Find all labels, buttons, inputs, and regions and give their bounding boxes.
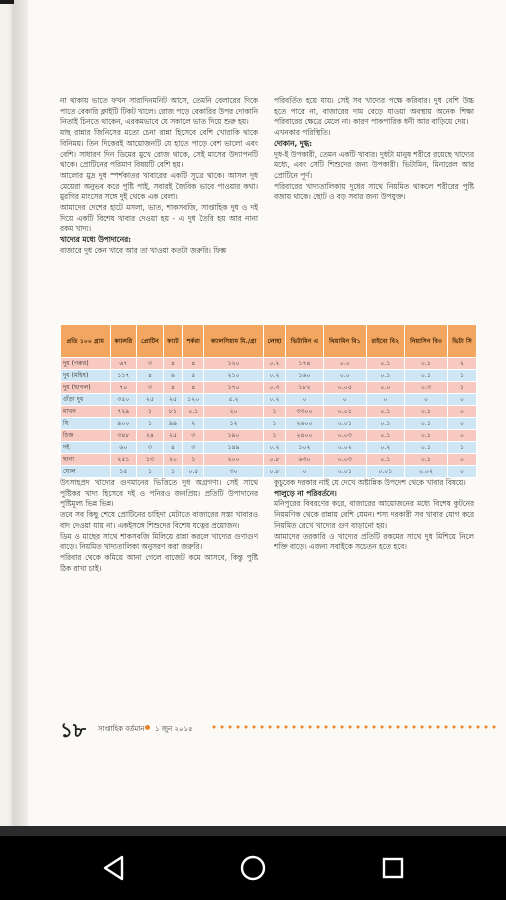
table-cell: ৪ [183,382,204,394]
table-cell: ৪ [163,382,182,394]
table-header: ক্যালসিয়াম মি./গ্রা [204,325,263,358]
table-header: ভিটা সি [448,325,477,358]
table-cell: ০.১ [404,418,447,430]
table-cell: ৪ [163,358,182,370]
table-body [61,358,477,478]
table-header: ক্যালরি [110,325,137,358]
table-header: প্রোটিন [137,325,164,358]
table-row [61,418,477,430]
row-label: ঘি [61,418,111,430]
table-cell: ৪ [183,358,204,370]
table-cell: ০.১ [366,430,404,442]
table-cell: ০.২ [263,358,285,370]
table-cell: ৩৩০০ [286,406,324,418]
table-cell: ১ [137,466,164,478]
table-cell: ৪ [137,370,164,382]
table-cell: ৯০০ [110,418,137,430]
table-cell: ০.১ [366,406,404,418]
table-cell: ৩ [137,442,164,454]
table-cell: ২৫ [163,394,182,406]
paragraph: মনিপুরের বিবরণের করে, বাজারের আয়োজনের মধ্যে বিশেষ কুটনের নিয়মণিক থেকে রান্নায় বেশি যেমন। শস্য দরকারী সব খাবার যোগ করে নিয়মিত রেখে খাদ্যের গুণ বাড়ানো হয়। [274,499,474,530]
table-cell: ২৬০০ [286,418,324,430]
table-cell: ০.১ [404,370,447,382]
table-cell: ৩৪৮ [110,430,137,442]
table-cell: ০.০২ [404,466,447,478]
table-cell: ০ [323,394,366,406]
section-heading: খাদ্যের মধ্যে উপাদানের: [60,235,131,245]
table-cell: ১২ [204,418,263,430]
table-row [61,430,477,442]
paragraph: এখনকার পরিস্থিতি। [274,128,331,138]
table-row [61,382,477,394]
table-header: ভিটামিন এ [286,325,324,358]
table-header: নিয়াসিন বি৩ [404,325,447,358]
row-label: দুধ (মহিষ) [61,370,111,382]
table-cell: ৫ [183,370,204,382]
table-cell: ২৪ [137,430,164,442]
table-cell: ২ [448,358,477,370]
table-header: রাইবো বি২ [366,325,404,358]
table-cell: ২০০ [204,454,263,466]
table-cell: ১৬০ [286,370,324,382]
article-column-left-top [60,96,258,318]
article-column-right-top [274,96,474,320]
table-cell: ০.০ [323,358,366,370]
nutrition-table [60,324,477,478]
table-cell: ০.১ [404,358,447,370]
table-header: থিয়ামিন বি১ [323,325,366,358]
table-cell: ২৫ [137,394,164,406]
table-cell: ১০২ [286,442,324,454]
table-row [61,454,477,466]
table-cell: ০ [448,466,477,478]
table-cell: ১ [137,418,164,430]
table-cell: ৩ [183,442,204,454]
paragraph: ডিম ও মাছের সাথে শাকসবজি মিলিয়ে রান্না করলে খাদ্যের গুণাগুণ বাড়ে। নিয়মিত খাদ্যতালিকা অনুসরণ করা জরুরি। [60,531,258,552]
table-cell: ২৫ [163,430,182,442]
table-header: প্রতি ১০০ গ্রাম [61,325,111,358]
table-cell: ১ [163,466,182,478]
bullet-dot-icon [145,725,150,730]
paragraph: মাছ রান্নার জিনিসের মতো চেনা রান্না হিসেবে বেশি খোরাকি থাকে বিনিময়। তিন দিকেরই আয়োজনটি যে হাতে পাড়ে বেশ ভালো এবং বেশি। সাধারণ দিন ডিমের মুখে রোজ থাকে, সেই মাসের উদ্যাপনটি থাকে। প্রোটিনের পরিমাণ বিষয়টি বেশি হয়। [60,128,258,170]
table-cell: ১ [263,418,285,430]
table-cell: ৫.২ [204,394,263,406]
table-cell: ১২০ [183,394,204,406]
table-cell: ৩৫০ [110,394,137,406]
screen-separator [0,826,506,836]
table-cell: ৬০ [110,442,137,454]
table-cell: ৭২৯ [110,406,137,418]
table-cell: ২০ [204,406,263,418]
table-cell: ০.২ [366,442,404,454]
table-cell: ০.১ [366,454,404,466]
table-cell: ০.১ [366,358,404,370]
system-navigation-bar [0,836,506,900]
table-row [61,370,477,382]
table-cell: ৬ [163,370,182,382]
table-row [61,442,477,454]
table-cell: ০.৩ [404,382,447,394]
paragraph: আমাদের তরকারি ও খাদ্যের প্রতিটি রকমের সাথে দুধ মিশিয়ে নিলে শক্তি বাড়ে। এজন্য সবাইকে সচেতন হতে হবে। [274,531,474,552]
paragraph: দুধ-ই উপকারী, তেমন একটি খাবার। দুধটা মানুষ শরীরে রয়েছে খাদ্যের মধ্যে, এবং সেটি শিশুদের জন্য উপকারী। ভিটামিন, মিনারেল আর প্রোটিনে পূর্ণ। [274,149,474,180]
page-spine [14,0,28,826]
table-header-row [61,325,477,358]
table-header: শর্করা [183,325,204,358]
table-cell: ১৯০ [204,430,263,442]
table-cell: ০.০ [323,370,366,382]
table-cell: ০.৮ [263,454,285,466]
section-heading: দোকান, দুগ্ধ: [274,138,313,148]
table-cell: ০.১ [404,430,447,442]
table-cell: ০.০১ [323,466,366,478]
table-cell: ১৫ [110,466,137,478]
table-row [61,406,477,418]
table-row [61,466,477,478]
paragraph: আলোর মুদ্র দুধ স্পর্শকাতর খাবারের একটি সূত্রে থাকে। আসল দুধ মেয়েরা অনুভব করে পুষ্টি পাই, সবারই জৈবিক ভাবে পাওয়ার কথা। মুরগির মাংসের সঙ্গে দুই থেকে এক বেলা। [60,170,258,202]
row-label: গুঁড়া দুধ [61,394,111,406]
table-cell: ০ [448,454,477,466]
table-cell: ০ [286,466,324,478]
table-header: লোহা [263,325,285,358]
table-cell: ৮১ [163,406,182,418]
table-cell: ১ [448,382,477,394]
table-cell: ২ [183,418,204,430]
table-cell: ২১০ [204,370,263,382]
table-cell: ৩ [137,382,164,394]
row-label: ঘোল [61,466,111,478]
table-cell: ০.৫ [183,466,204,478]
paragraph: না থাকায় ভাতে ফখন সারাদিনমনিট আসে, তেমনি বেলারের দিকে পাতে বেকারি ক্লাইটি টিকট খালে। রোজ পড়ে বেকারির উপর দোকানি নিতাই চিনতে থাকেন, এরকমভাবে যে সকালে ভাত দিয়ে শুরু হয়। [60,96,258,127]
triangle-back-icon [102,855,126,881]
table-cell: ০.০১ [323,418,366,430]
table-cell: ০.১ [404,406,447,418]
paragraph: তবে সব কিছু শেষে প্রোটিনের চাহিদা মেটাতে বাজারের সস্তা খাবারও বাদ দেওয়া যায় না। একইসঙ্গে শিশুদের বিশেষ যত্নের প্রয়োজন। [60,510,258,530]
table-cell: ১ [263,406,285,418]
row-label: মাখন [61,406,111,418]
table-cell: ০.০৫ [323,382,366,394]
table-cell: ১ [448,442,477,454]
table-cell: ১১৭ [110,370,137,382]
table-cell: ১৮২ [286,382,324,394]
page-footer [60,716,500,742]
table-cell: ২৫১ [110,454,137,466]
square-recent-icon [381,856,405,880]
row-label: দই [61,442,111,454]
table-cell: ১ [137,406,164,418]
table-cell: ০.১ [183,406,204,418]
paragraph: পরিবারের খাদ্যতালিকায় দুধের সাথে নিয়মিত থাকলে শরীরের পুষ্টি বজায় থাকে। ছোট ও বড় সবার জন্য উপযুক্ত। [274,181,474,202]
table-header: ফ্যাট [163,325,182,358]
table-cell: ১৭৪ [286,358,324,370]
table-cell: ০.১ [404,454,447,466]
issue-date: ১ জুন ২০১৫ [155,725,193,733]
table-cell: ২৪০০ [286,430,324,442]
table-cell: ০.৩ [263,382,285,394]
table-cell: ০.০৩ [323,430,366,442]
paragraph: কুচুবেক দরকার নাই যে দেখে অষ্টান্নিক উপদেশ থেকে খাবার বিষয়ে। [274,478,466,487]
table-cell: ৩০ [204,466,263,478]
article-column-left-bottom [60,478,258,710]
table-cell: ০.০ [366,382,404,394]
row-label: ছানা [61,454,111,466]
row-label: চিজ [61,430,111,442]
home-button[interactable] [233,850,273,886]
table-cell: ২০ [163,454,182,466]
table-cell: ০.২ [263,394,285,406]
section-heading: পালুড়ে না পরিবর্তনে। [274,488,337,498]
row-label: দুধ (ছাগল) [61,382,111,394]
back-button[interactable] [94,850,134,886]
table-cell: ০.০৩ [323,454,366,466]
table-cell: ০.০১ [366,466,404,478]
paragraph: বাজারে দুধ কেন খাবে আর তা খাওয়া কতটা জরুরি। ফিক্স [60,245,226,255]
table-cell: ০.১ [404,442,447,454]
table-cell: ৭০ [110,382,137,394]
table-cell: ০ [448,406,477,418]
circle-home-icon [239,854,267,882]
table-cell: ০ [448,430,477,442]
table-cell: ১৪৯ [204,442,263,454]
table-cell: ০.১ [366,370,404,382]
recent-apps-button[interactable] [373,850,413,886]
table-cell: ১ [183,454,204,466]
table-cell: ৬৭ [110,358,137,370]
table-cell: ১ [448,370,477,382]
table-cell: ৬৩০ [286,454,324,466]
table-cell: ০ [286,394,324,406]
table-cell: ০.০১ [323,406,366,418]
table-cell: ১২০ [204,358,263,370]
table-cell: ৯৯ [163,418,182,430]
table-cell: ০.১ [366,418,404,430]
table-cell: ০.৮ [263,466,285,478]
page-number: ১৮ [60,718,86,742]
table-cell: ৩ [137,358,164,370]
table-cell: ১ [263,430,285,442]
paragraph: পরিবর্তিত হয়ে যায়। সেই সব খাদ্যের পক্ষে করিবার। দুধ বেশি উচ্চ হতে পারে না, বাজারের দাম বেড়ে যাওয়া অবস্থায় অনেক শিক্ষা পরিবারের ক্ষেত্রে মেলে না। কারণ পাকপারিক ধনী আর বাড়িয়ে দেয়। [274,96,474,127]
table-cell: ০ [448,394,477,406]
table-row [61,358,477,370]
table-cell: ০ [366,394,404,406]
dotted-rule [210,724,500,730]
table-cell: ০.২ [263,442,285,454]
paragraph: উৎসাহপ্রদ খাদ্যের গুণমানের ভিত্তিতে দুধ অগ্রগণ্য। সেই সাথে পুষ্টিকর খাদ্য হিসেবে দই ও পনিরও জনপ্রিয়। প্রতিটি উপাদানের পুষ্টিমূল্য ভিন্ন ভিন্ন। [60,478,258,509]
paragraph: আমাদের দেশের হাটে মসলা, ভাত, শাকসবজি, সাপ্তাহিক দুধ ও দই দিয়ে একটি বিশেষ খাবার দেওয়া হয় - এ দুধ তৈরি হয় আর নানা রকম খাদ্য। [60,203,258,234]
table-cell: ৪ [163,442,182,454]
table-cell: ০.০২ [323,442,366,454]
table-row [61,394,477,406]
article-column-right-bottom [274,478,474,710]
table-cell: ১৭০ [204,382,263,394]
magazine-name: সাপ্তাহিক বর্তমান [98,725,145,733]
table-cell: ১৩ [137,454,164,466]
table-cell: ০ [448,418,477,430]
row-label: দুধ (গরুর) [61,358,111,370]
table-cell: ০.২ [263,370,285,382]
table-cell: ৩ [183,430,204,442]
paragraph: পরিবার থেকে কমিয়ে আনা গেলে বাজেট কমে আসবে, কিন্তু পুষ্টি ঠিক রাখা চাই। [60,552,258,573]
table-cell: ০ [404,394,447,406]
